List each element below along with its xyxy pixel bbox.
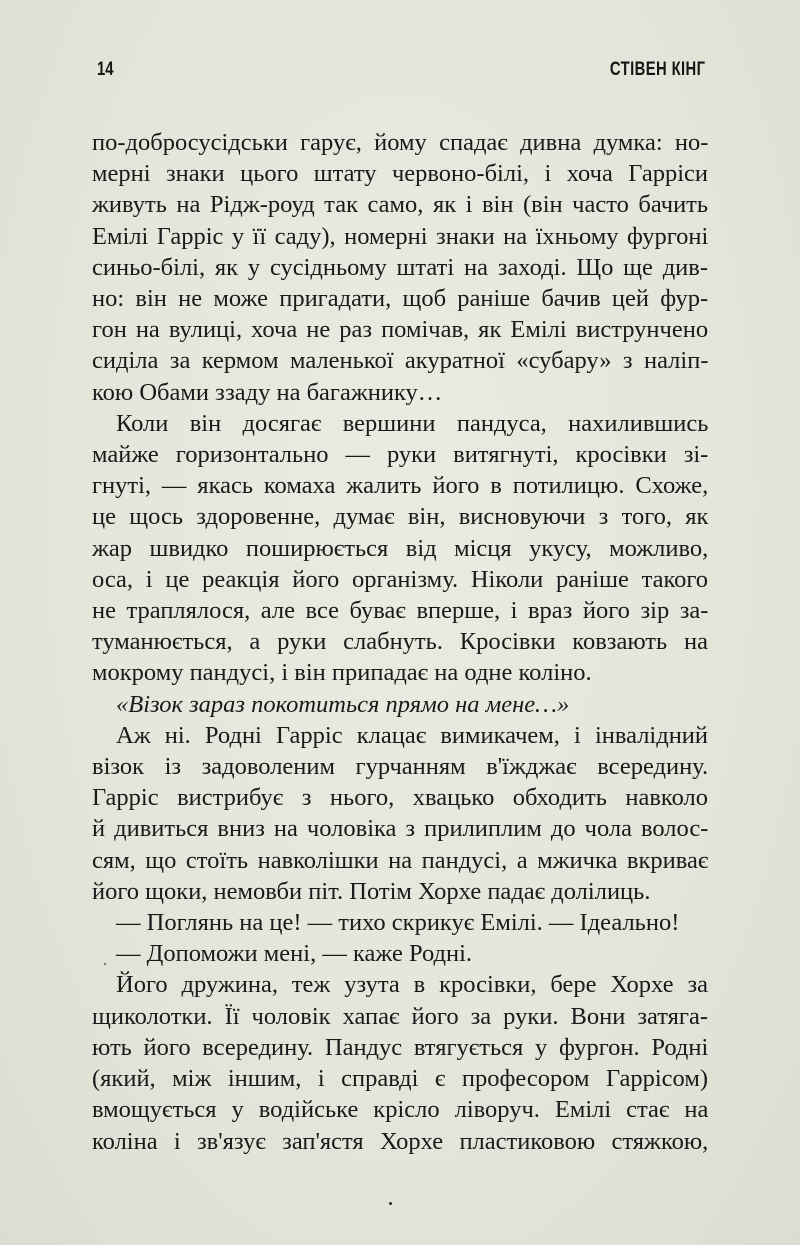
text-line: Емілі Гарріс у її саду), номерні знаки на їхньому фургоні — [92, 222, 709, 250]
text-line: живуть на Рідж-роуд так само, як і він (він часто бачить — [92, 191, 709, 219]
text-line: й дивиться вниз на чоловіка з прилиплим до чола волос- — [92, 815, 709, 843]
text-line: мерні знаки цього штату червоно-білі, і хоча Гарріси — [92, 160, 708, 188]
text-line: його щоки, немовби піт. Потім Хорхе падає долілиць. — [92, 877, 651, 905]
text-line: щиколотки. Її чоловік хапає його за руки. Вони затяга- — [92, 1002, 708, 1030]
text-line: не траплялося, але все буває вперше, і враз його зір за- — [92, 597, 709, 625]
text-line: кою Обами ззаду на багажнику… — [92, 378, 443, 406]
text-line: майже горизонтально — руки витягнуті, кросівки зі- — [92, 441, 709, 469]
text-line: синьо-білі, як у сусідньому штаті на заході. Що ще див- — [92, 253, 708, 281]
print-speck — [389, 1202, 392, 1205]
page-number: 14 — [97, 59, 114, 80]
text-line: гон на вулиці, хоча не раз помічав, як Емілі виструнчено — [92, 316, 709, 344]
text-line: (який, між іншим, і справді є професором Гаррісом) — [92, 1065, 708, 1093]
text-line: сиділа за кермом маленької акуратної «субару» з наліп- — [92, 347, 709, 375]
text-line: Його дружина, теж узута в кросівки, бере Хорхе за — [116, 971, 708, 999]
dialogue-line: — Поглянь на це! — тихо скрикує Емілі. — Ідеально! — [116, 909, 680, 937]
text-line: мокрому пандусі, і він припадає на одне коліно. — [92, 659, 592, 687]
text-line: туманюється, а руки слабнуть. Кросівки ковзають на — [92, 628, 708, 656]
text-line: жар швидко поширюється від місця укусу, можливо, — [92, 534, 709, 562]
print-speck — [104, 963, 106, 965]
text-line: Гарріс вистрибує з нього, хвацько обходить навколо — [92, 784, 708, 812]
text-line: Аж ні. Родні Гарріс клацає вимикачем, і інвалідний — [116, 721, 709, 749]
text-line: візок із задоволеним гурчанням в'їжджає всередину. — [92, 753, 709, 781]
text-line: оса, і це реакція його організму. Ніколи раніше такого — [92, 565, 709, 593]
text-line: ють його всередину. Пандус втягується у фургон. Родні — [92, 1033, 709, 1061]
running-header — [97, 58, 706, 82]
text-line: но: він не може пригадати, щоб раніше бачив цей фур- — [92, 285, 709, 313]
running-header-author: СТІВЕН КІНГ — [609, 59, 706, 80]
text-line: по-добросусідськи гарує, йому спадає дивна думка: но- — [92, 129, 709, 156]
text-line: гнуті, — якась комаха жалить його в потилицю. Схоже, — [92, 472, 709, 500]
text-line: Коли він досягає вершини пандуса, нахилившись — [116, 409, 709, 437]
text-line: вмощується у водійське крісло ліворуч. Емілі стає на — [92, 1096, 709, 1124]
text-line: коліна і зв'язує зап'ястя Хорхе пластиковою стяжкою, — [92, 1127, 709, 1155]
body-text — [92, 127, 708, 1157]
text-line: сям, що стоїть навколішки на пандусі, а мжичка вкриває — [92, 846, 709, 874]
italic-thought-line: «Візок зараз покотиться прямо на мене…» — [116, 690, 570, 718]
text-line: це щось здоровенне, думає він, висновуючи з того, як — [92, 503, 709, 531]
dialogue-line: — Допоможи мені, — каже Родні. — [116, 940, 473, 968]
